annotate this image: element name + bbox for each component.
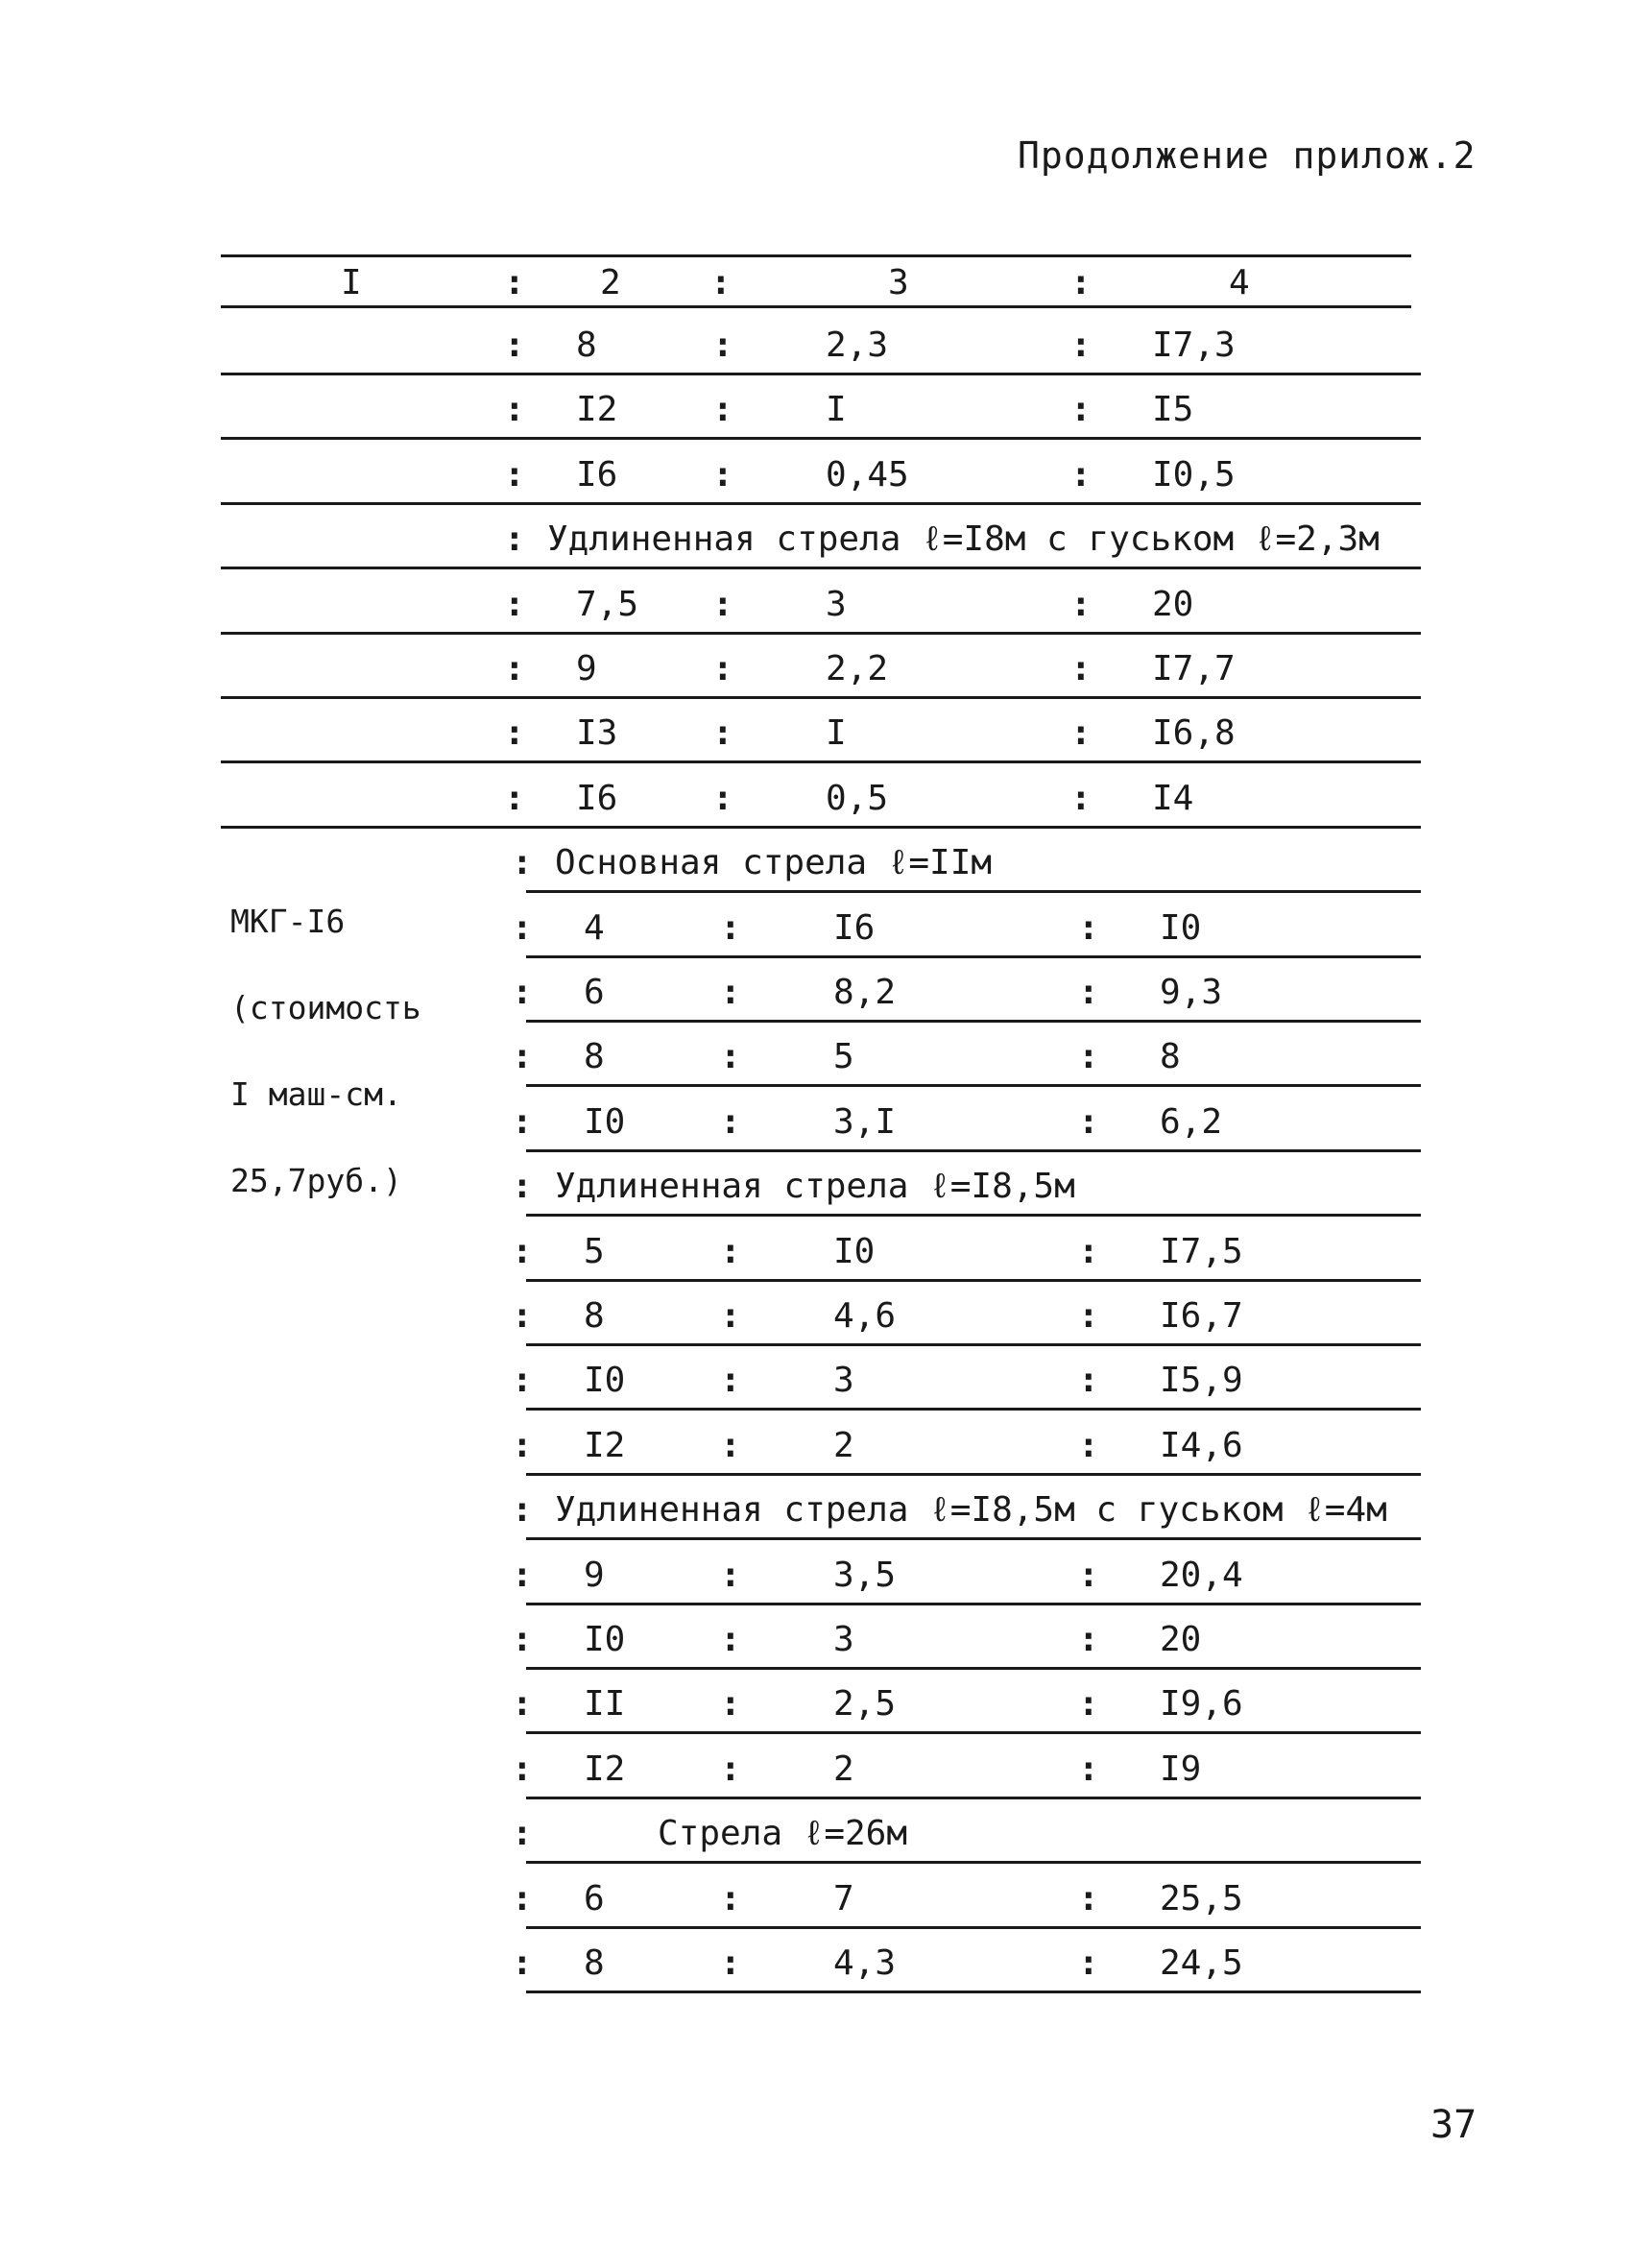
table-cell: 4 xyxy=(584,908,605,948)
table-cell: II xyxy=(584,1684,626,1724)
col-separator: : xyxy=(504,519,525,559)
table-cell: 7,5 xyxy=(576,585,639,624)
col-separator: : xyxy=(512,1232,533,1271)
table-cell: 2,3 xyxy=(826,326,889,365)
page-number: 37 xyxy=(1430,2103,1477,2147)
table-cell: 8 xyxy=(584,1037,605,1076)
col-separator: : xyxy=(1078,908,1099,948)
col-separator: : xyxy=(720,1556,741,1595)
table-cell: I9,6 xyxy=(1160,1684,1243,1724)
row-rule xyxy=(221,696,1421,699)
table-cell: 8 xyxy=(584,1943,605,1983)
col-separator: : xyxy=(1070,713,1092,753)
col-separator: : xyxy=(1070,326,1092,365)
machine-label-line: МКГ-I6 xyxy=(230,903,346,940)
row-rule xyxy=(221,632,1421,635)
col-separator: : xyxy=(720,1296,741,1336)
col-separator: : xyxy=(504,326,525,365)
row-rule xyxy=(526,1214,1421,1217)
machine-label-line: (стоимость xyxy=(230,989,421,1026)
table-cell: I6,7 xyxy=(1160,1296,1243,1336)
table-cell: 8 xyxy=(1160,1037,1181,1076)
section-title: Удлиненная стрела ℓ=I8м с гуськом ℓ=2,3м xyxy=(547,519,1380,559)
col-separator: : xyxy=(512,973,533,1012)
machine-label xyxy=(230,850,421,1224)
col-separator: : xyxy=(1078,1620,1099,1659)
col-separator: : xyxy=(720,1684,741,1724)
col-separator: : xyxy=(720,1879,741,1918)
row-rule xyxy=(221,567,1421,569)
section-title: Стрела ℓ=26м xyxy=(658,1814,908,1853)
col-separator: : xyxy=(1078,1102,1099,1142)
table-cell: I2 xyxy=(584,1426,626,1465)
table-cell: I2 xyxy=(576,390,618,429)
col-header-2: 2 xyxy=(600,263,621,302)
col-separator: : xyxy=(512,1879,533,1918)
row-rule xyxy=(221,437,1421,440)
col-separator: : xyxy=(512,1620,533,1659)
row-rule xyxy=(526,1603,1421,1605)
col-separator: : xyxy=(504,713,525,753)
row-rule xyxy=(526,1667,1421,1670)
row-rule xyxy=(526,1084,1421,1087)
col-separator: : xyxy=(720,1361,741,1400)
col-separator: : xyxy=(512,1556,533,1595)
row-rule xyxy=(526,1279,1421,1282)
table-cell: I4,6 xyxy=(1160,1426,1243,1465)
col-separator: : xyxy=(1078,1426,1099,1465)
row-rule xyxy=(526,1797,1421,1799)
row-rule xyxy=(526,1731,1421,1734)
table-cell: 20 xyxy=(1160,1620,1202,1659)
col-separator: : xyxy=(720,1620,741,1659)
table-cell: 24,5 xyxy=(1160,1943,1243,1983)
col-separator: : xyxy=(1078,1943,1099,1983)
table-cell: I4 xyxy=(1152,779,1194,818)
col-header-4: 4 xyxy=(1229,263,1250,302)
col-separator: : xyxy=(512,1749,533,1789)
col-separator: : xyxy=(1078,1879,1099,1918)
col-separator: : xyxy=(720,1102,741,1142)
table-cell: 8 xyxy=(576,326,597,365)
table-cell: 4,3 xyxy=(833,1943,897,1983)
col-separator: : xyxy=(1070,390,1092,429)
col-separator: : xyxy=(712,326,733,365)
section-title: Удлиненная стрела ℓ=I8,5м с гуськом ℓ=4м xyxy=(555,1490,1387,1530)
col-separator: : xyxy=(512,908,533,948)
table-cell: 9 xyxy=(584,1556,605,1595)
table-cell: 3,5 xyxy=(833,1556,897,1595)
table-cell: 5 xyxy=(833,1037,854,1076)
col-separator: : xyxy=(720,1037,741,1076)
table-cell: I0,5 xyxy=(1152,455,1236,495)
table-cell: 7 xyxy=(833,1879,854,1918)
col-separator: : xyxy=(712,779,733,818)
col-separator: : xyxy=(512,1426,533,1465)
table-cell: I xyxy=(826,390,847,429)
table-cell: I0 xyxy=(833,1232,876,1271)
table-cell: 3 xyxy=(833,1361,854,1400)
col-separator: : xyxy=(1078,1556,1099,1595)
col-separator: : xyxy=(720,1426,741,1465)
col-separator: : xyxy=(512,1684,533,1724)
table-cell: I0 xyxy=(584,1620,626,1659)
table-cell: I0 xyxy=(1160,908,1202,948)
col-separator: : xyxy=(720,973,741,1012)
table-cell: I5,9 xyxy=(1160,1361,1243,1400)
table-cell: I6 xyxy=(576,455,618,495)
col-separator: : xyxy=(1078,1037,1099,1076)
table-cell: 0,5 xyxy=(826,779,889,818)
table-cell: I9 xyxy=(1160,1749,1202,1789)
table-cell: I3 xyxy=(576,713,618,753)
table-cell: I7,7 xyxy=(1152,649,1236,688)
table-cell: 8 xyxy=(584,1296,605,1336)
col-separator: : xyxy=(1078,1684,1099,1724)
table-cell: 2 xyxy=(833,1749,854,1789)
row-rule xyxy=(221,373,1421,375)
table-cell: 8,2 xyxy=(833,973,897,1012)
col-separator: : xyxy=(1078,1749,1099,1789)
col-separator: : xyxy=(504,455,525,495)
table-cell: 6 xyxy=(584,1879,605,1918)
table-cell: I6,8 xyxy=(1152,713,1236,753)
col-separator: : xyxy=(1078,1296,1099,1336)
col-separator: : xyxy=(512,1943,533,1983)
col-separator: : xyxy=(504,585,525,624)
table-cell: I7,3 xyxy=(1152,326,1236,365)
col-separator: : xyxy=(504,263,525,302)
row-rule xyxy=(526,1861,1421,1864)
row-rule xyxy=(221,502,1421,505)
page-header: Продолжение прилож.2 xyxy=(1018,134,1477,177)
col-separator: : xyxy=(1078,1361,1099,1400)
row-rule xyxy=(526,1926,1421,1929)
table-cell: 3,I xyxy=(833,1102,897,1142)
col-separator: : xyxy=(512,843,533,882)
section-title: Удлиненная стрела ℓ=I8,5м xyxy=(555,1167,1075,1206)
table-cell: 9 xyxy=(576,649,597,688)
table-cell: 3 xyxy=(826,585,847,624)
table-cell: 2,5 xyxy=(833,1684,897,1724)
col-separator: : xyxy=(1070,779,1092,818)
row-rule xyxy=(526,1991,1421,1993)
col-separator: : xyxy=(712,455,733,495)
col-separator: : xyxy=(712,585,733,624)
table-cell: 0,45 xyxy=(826,455,909,495)
col-separator: : xyxy=(1070,585,1092,624)
header-top-rule xyxy=(221,254,1411,257)
col-separator: : xyxy=(512,1102,533,1142)
section-title: Основная стрела ℓ=IIм xyxy=(555,843,993,882)
row-rule xyxy=(526,1020,1421,1023)
col-header-1: I xyxy=(341,263,362,302)
table-cell: I7,5 xyxy=(1160,1232,1243,1271)
col-separator: : xyxy=(512,1361,533,1400)
col-separator: : xyxy=(720,1749,741,1789)
row-rule xyxy=(526,1149,1421,1152)
col-separator: : xyxy=(720,908,741,948)
machine-label-line: 25,7руб.) xyxy=(230,1162,402,1199)
col-separator: : xyxy=(710,263,732,302)
col-separator: : xyxy=(504,649,525,688)
col-separator: : xyxy=(712,713,733,753)
row-rule xyxy=(526,1408,1421,1411)
col-separator: : xyxy=(720,1232,741,1271)
table-cell: I xyxy=(826,713,847,753)
col-separator: : xyxy=(712,390,733,429)
row-rule xyxy=(221,826,1421,829)
table-cell: 6,2 xyxy=(1160,1102,1223,1142)
table-cell: 2 xyxy=(833,1426,854,1465)
col-separator: : xyxy=(504,390,525,429)
header-bottom-rule xyxy=(221,305,1411,308)
col-separator: : xyxy=(512,1037,533,1076)
row-rule xyxy=(526,890,1421,893)
col-separator: : xyxy=(712,649,733,688)
table-cell: I5 xyxy=(1152,390,1194,429)
table-cell: I0 xyxy=(584,1361,626,1400)
table-cell: 2,2 xyxy=(826,649,889,688)
table-cell: 25,5 xyxy=(1160,1879,1243,1918)
col-separator: : xyxy=(512,1814,533,1853)
table-cell: 3 xyxy=(833,1620,854,1659)
col-separator: : xyxy=(512,1167,533,1206)
row-rule xyxy=(526,955,1421,958)
col-separator: : xyxy=(512,1490,533,1530)
col-header-3: 3 xyxy=(888,263,909,302)
table-cell: 20 xyxy=(1152,585,1194,624)
table-cell: 4,6 xyxy=(833,1296,897,1336)
col-separator: : xyxy=(720,1943,741,1983)
col-separator: : xyxy=(1070,649,1092,688)
table-cell: 9,3 xyxy=(1160,973,1223,1012)
table-cell: I6 xyxy=(576,779,618,818)
table-cell: 6 xyxy=(584,973,605,1012)
row-rule xyxy=(221,760,1421,763)
table-cell: I0 xyxy=(584,1102,626,1142)
col-separator: : xyxy=(1078,973,1099,1012)
col-separator: : xyxy=(1070,455,1092,495)
col-separator: : xyxy=(1070,263,1092,302)
col-separator: : xyxy=(512,1296,533,1336)
row-rule xyxy=(526,1473,1421,1476)
table-cell: 20,4 xyxy=(1160,1556,1243,1595)
row-rule xyxy=(526,1343,1421,1346)
table-cell: I2 xyxy=(584,1749,626,1789)
col-separator: : xyxy=(1078,1232,1099,1271)
table-cell: 5 xyxy=(584,1232,605,1271)
machine-label-line: I маш-см. xyxy=(230,1075,402,1113)
col-separator: : xyxy=(504,779,525,818)
table-cell: I6 xyxy=(833,908,876,948)
row-rule xyxy=(526,1537,1421,1540)
